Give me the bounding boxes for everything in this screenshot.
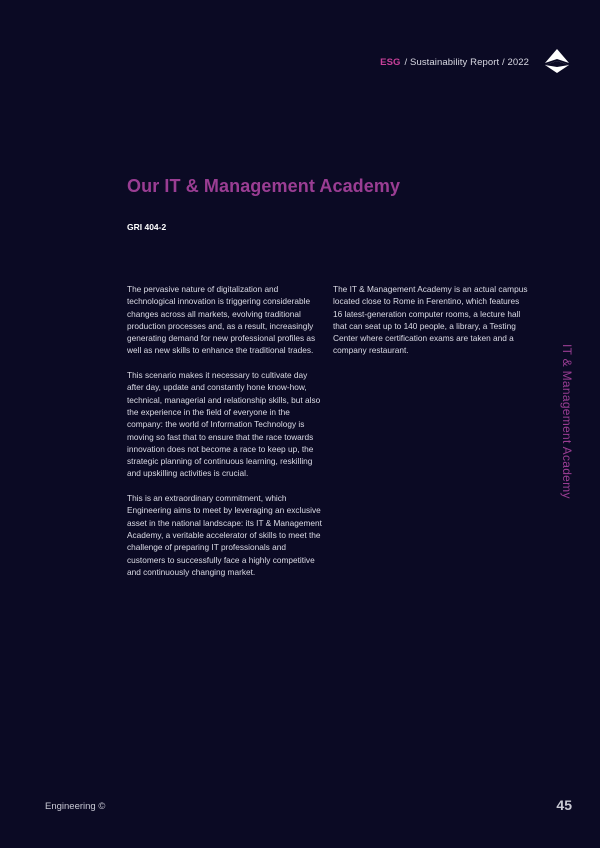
page-number: 45 <box>556 797 572 813</box>
page-title: Our IT & Management Academy <box>127 176 401 196</box>
left-column <box>127 283 323 590</box>
paragraph: The IT & Management Academy is an actual campus located close to Rome in Ferentino, which features 16 latest-generation computer rooms, a lecture hall that can seat up to 140 people, a library, a Testing Center where certification exams are taken and a company restaurant. <box>333 284 528 356</box>
paragraph: This scenario makes it necessary to cultivate day after day, update and constantly hone know-how, technical, managerial and relationship skills, but also the experience in the field of everyone in the company: the world of Information Technology is moving so fast that to ensure that the race towards innovation does not become a race to keep up, the strategic planning of continuous learning, reskilling and upskilling activities is crucial. <box>127 370 321 479</box>
side-section-title: IT & Management Academy <box>560 344 574 499</box>
right-column <box>333 283 529 369</box>
paragraph: This is an extraordinary commitment, which Engineering aims to meet by leveraging an exclusive asset in the national landscape: its IT & Management Academy, a veritable accelerator of skills to meet the challenge of preparing IT professionals and customers to successfully face a highly competitive and continuously changing market. <box>127 493 322 577</box>
report-header <box>380 57 529 68</box>
report-title: / Sustainability Report / 2022 <box>404 57 529 68</box>
esg-label: ESG <box>380 57 401 68</box>
paragraph: The pervasive nature of digitalization and technological innovation is triggering considerable changes across all markets, evolving traditional production processes and, as a result, increasingly generating demand for new professional profiles as well as new skills to enhance the traditional trades. <box>127 284 316 356</box>
company-logo-icon <box>544 48 570 74</box>
footer-company: Engineering © <box>45 801 106 812</box>
gri-reference: GRI 404-2 <box>127 222 167 232</box>
